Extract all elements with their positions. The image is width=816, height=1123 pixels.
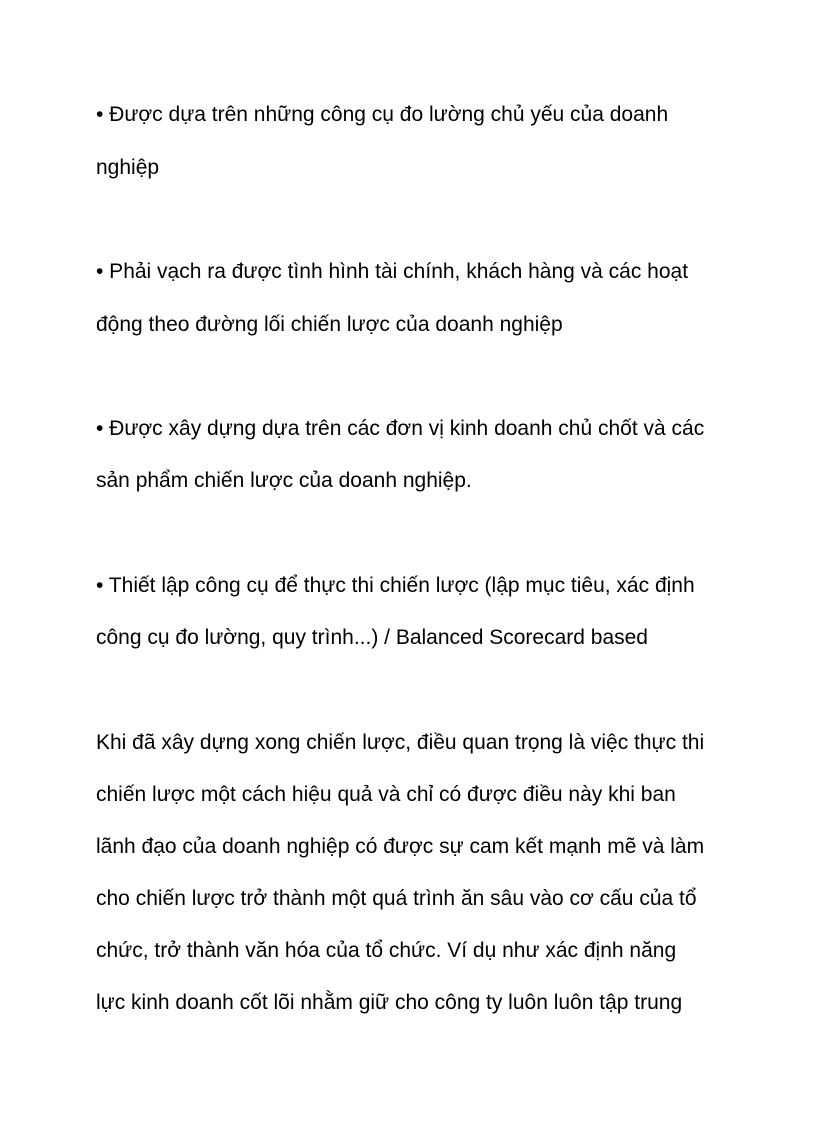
bullet-4-line-2: công cụ đo lường, quy trình...) / Balanced Scorecard based	[96, 626, 648, 649]
bullet-4-line-1: • Thiết lập công cụ để thực thi chiến lược (lập mục tiêu, xác định	[96, 574, 695, 597]
paragraph-line-3: lãnh đạo của doanh nghiệp có được sự cam kết mạnh mẽ và làm	[96, 835, 705, 858]
paragraph-line-4: cho chiến lược trở thành một quá trình ăn sâu vào cơ cấu của tổ	[96, 887, 697, 910]
bullet-1-line-1: • Được dựa trên những công cụ đo lường chủ yếu của doanh	[96, 103, 669, 126]
paragraph-line-2: chiến lược một cách hiệu quả và chỉ có được điều này khi ban	[96, 783, 676, 806]
bullet-2-line-2: động theo đường lối chiến lược của doanh nghiệp	[96, 313, 563, 336]
bullet-3-line-2: sản phẩm chiến lược của doanh nghiệp.	[96, 469, 472, 492]
bullet-1-line-2: nghiệp	[96, 156, 160, 179]
paragraph-line-1: Khi đã xây dựng xong chiến lược, điều quan trọng là việc thực thi	[96, 731, 705, 754]
paragraph-line-6: lực kinh doanh cốt lõi nhằm giữ cho công ty luôn luôn tập trung	[96, 991, 683, 1014]
bullet-2-line-1: • Phải vạch ra được tình hình tài chính, khách hàng và các hoạt	[96, 260, 689, 283]
bullet-3-line-1: • Được xây dựng dựa trên các đơn vị kinh doanh chủ chốt và các	[96, 417, 705, 440]
paragraph-line-5: chức, trở thành văn hóa của tổ chức. Ví dụ như xác định năng	[96, 939, 677, 962]
